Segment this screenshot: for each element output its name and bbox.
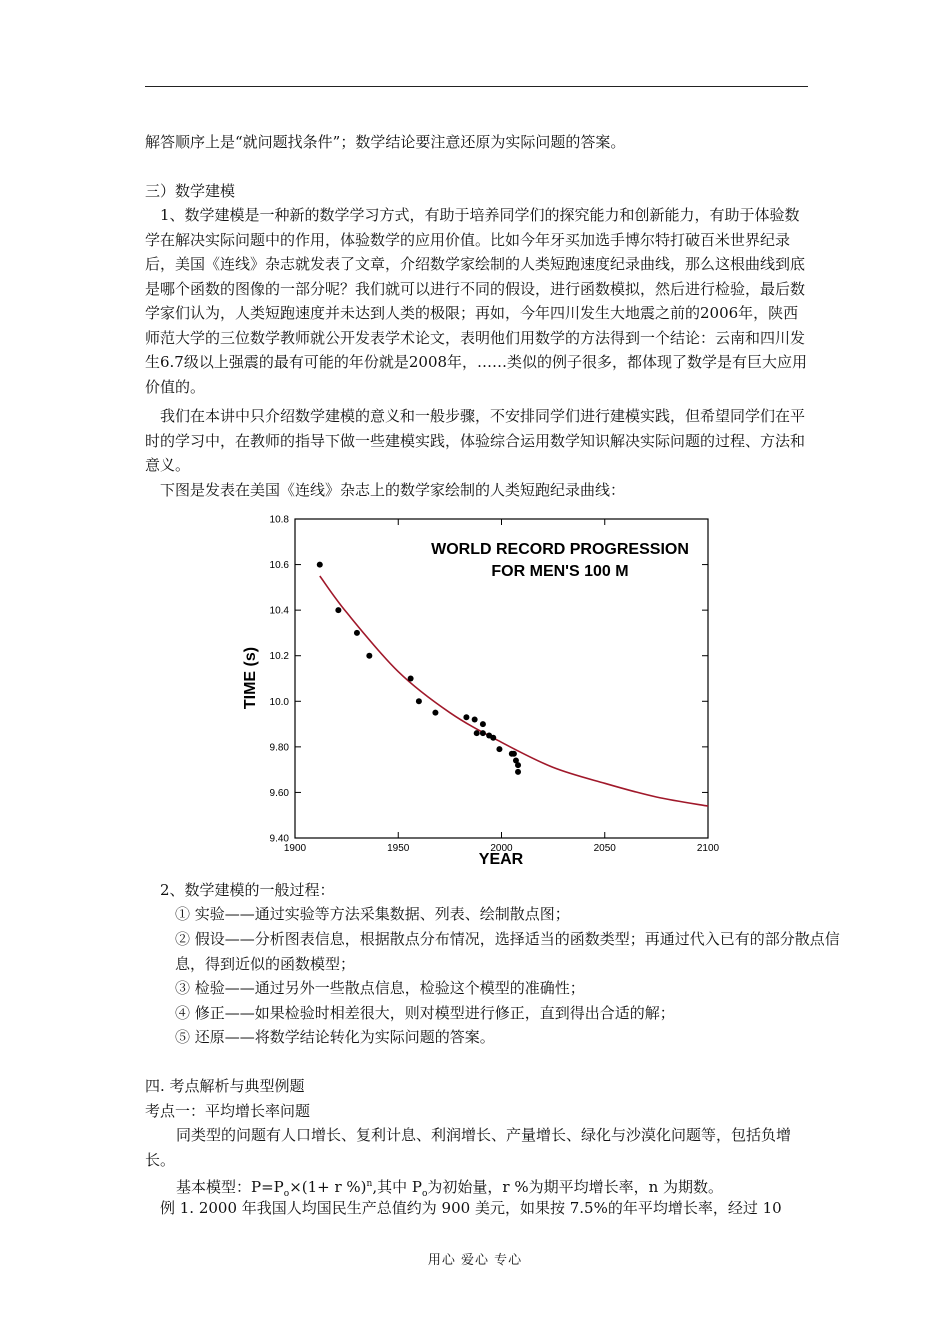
section-heading-modeling: 三）数学建模 — [145, 182, 236, 200]
step-correction: ④ 修正——如果检验时相差很大，则对模型进行修正，直到得出合适的解； — [175, 1004, 675, 1022]
paragraph-figure-caption: 下图是发表在美国《连线》杂志上的数学家绘制的人类短跑纪录曲线： — [160, 481, 626, 499]
step-experiment: ① 实验——通过实验等方法采集数据、列表、绘制散点图； — [175, 905, 570, 923]
data-point — [416, 698, 422, 704]
page-footer: 用心 爱心 专心 — [427, 1253, 523, 1268]
data-point — [496, 746, 502, 752]
data-point — [480, 721, 486, 727]
y-tick-label: 9.80 — [269, 742, 289, 754]
y-tick-label: 10.4 — [269, 605, 289, 617]
y-tick-label: 10.8 — [269, 514, 289, 526]
data-point — [474, 730, 480, 736]
paragraph-modeling-practice: 我们在本讲中只介绍数学建模的意义和一般步骤，不安排同学们进行建模实践，但希望同学们在平时的学习中，在教师的指导下做一些建模实践，体验综合运用数学知识解决实际问题的过程、方法和意义。 — [145, 407, 806, 474]
paragraph-growth-types: 同类型的问题有人口增长、复利计息、利润增长、产量增长、绿化与沙漠化问题等，包括负增长。 — [145, 1126, 792, 1169]
model-sup-n: n — [366, 1179, 373, 1189]
step-restoration: ⑤ 还原——将数学结论转化为实际问题的答案。 — [175, 1028, 495, 1046]
x-tick-label: 1900 — [283, 843, 307, 854]
y-tick-label: 9.40 — [269, 833, 289, 845]
model-text-suffix: 为初始量，r %为期平均增长率，n 为期数。 — [427, 1178, 724, 1196]
x-tick-label: 1950 — [387, 843, 410, 854]
x-axis-label: YEAR — [478, 851, 524, 868]
data-point — [463, 714, 469, 720]
data-point — [335, 607, 341, 613]
model-text-prefix: 基本模型：P=P — [176, 1178, 284, 1196]
chart-svg — [230, 508, 730, 873]
paragraph-modeling-intro: 1、数学建模是一种新的数学学习方式，有助于培养同学们的探究能力和创新能力，有助于体验数学在解决实际问题中的作用，体验数学的应用价值。比如今年牙买加选手博尔特打破百米世界纪录后，美国《连线》杂志就发表了文章，介绍数学家绘制的人类短跑速度纪录曲线，那么这根曲线到底是哪个函数的图像的一部分呢？我们就可以进行不同的假设，进行函数模拟，然后进行检验，最后数学家们认为，人类短跑速度并未达到人类的极限；再如，今年四川发生大地震之前的2006年，陕西师范大学的三位数学教师就公开发表学术论文，表明他们用数学的方法得到一个结论：云南和四川发生6.7级以上强震的最有可能的年份就是2008年，……类似的例子很多，都体现了数学是有巨大应用价值的。 — [145, 206, 808, 396]
data-point — [354, 630, 360, 636]
y-tick-label: 10.0 — [269, 696, 289, 708]
x-tick-label: 2000 — [490, 843, 513, 854]
data-point — [515, 769, 521, 775]
header-rule — [145, 86, 808, 87]
y-axis-label: TIME (s) — [242, 646, 259, 710]
data-point — [317, 562, 323, 568]
data-point — [408, 676, 414, 682]
section-heading-examples: 四. 考点解析与典型例题 — [145, 1077, 305, 1095]
model-sub-o2: o — [421, 1189, 428, 1199]
y-tick-label: 10.2 — [269, 651, 289, 663]
data-point — [511, 751, 517, 757]
model-text-mid1: ×(1+ r %) — [289, 1178, 367, 1196]
model-sub-o1: o — [283, 1189, 290, 1199]
model-text-mid2: ,其中 P — [372, 1178, 422, 1196]
step-hypothesis: ② 假设——分析图表信息，根据散点分布情况，选择适当的函数类型；再通过代入已有的部分散点信息，得到近似的函数模型； — [175, 930, 840, 973]
data-point — [472, 717, 478, 723]
example-1: 例 1. 2000 年我国人均国民生产总值约为 900 美元，如果按 7.5%的年平均增长率，经过 10 — [160, 1199, 782, 1217]
paragraph-process-heading: 2、数学建模的一般过程： — [160, 881, 335, 899]
step-hypothesis-container — [145, 927, 840, 976]
chart-title-line1: WORLD RECORD PROGRESSION — [431, 541, 689, 558]
paragraph-intro: 解答顺序上是“就问题找条件”；数学结论要注意还原为实际问题的答案。 — [145, 133, 626, 151]
kaodian-heading: 考点一：平均增长率问题 — [145, 1102, 311, 1120]
step-verification: ③ 检验——通过另外一些散点信息，检验这个模型的准确性； — [175, 979, 585, 997]
data-point — [490, 735, 496, 741]
data-point — [432, 710, 438, 716]
data-point — [366, 653, 372, 659]
x-tick-label: 2050 — [593, 843, 616, 854]
y-tick-label: 10.6 — [269, 560, 289, 572]
x-tick-label: 2100 — [696, 843, 720, 854]
y-tick-label: 9.60 — [269, 787, 289, 799]
chart-title-line2: FOR MEN'S 100 M — [491, 563, 629, 580]
data-point — [515, 762, 521, 768]
data-point — [480, 730, 486, 736]
record-progression-chart — [230, 508, 730, 873]
